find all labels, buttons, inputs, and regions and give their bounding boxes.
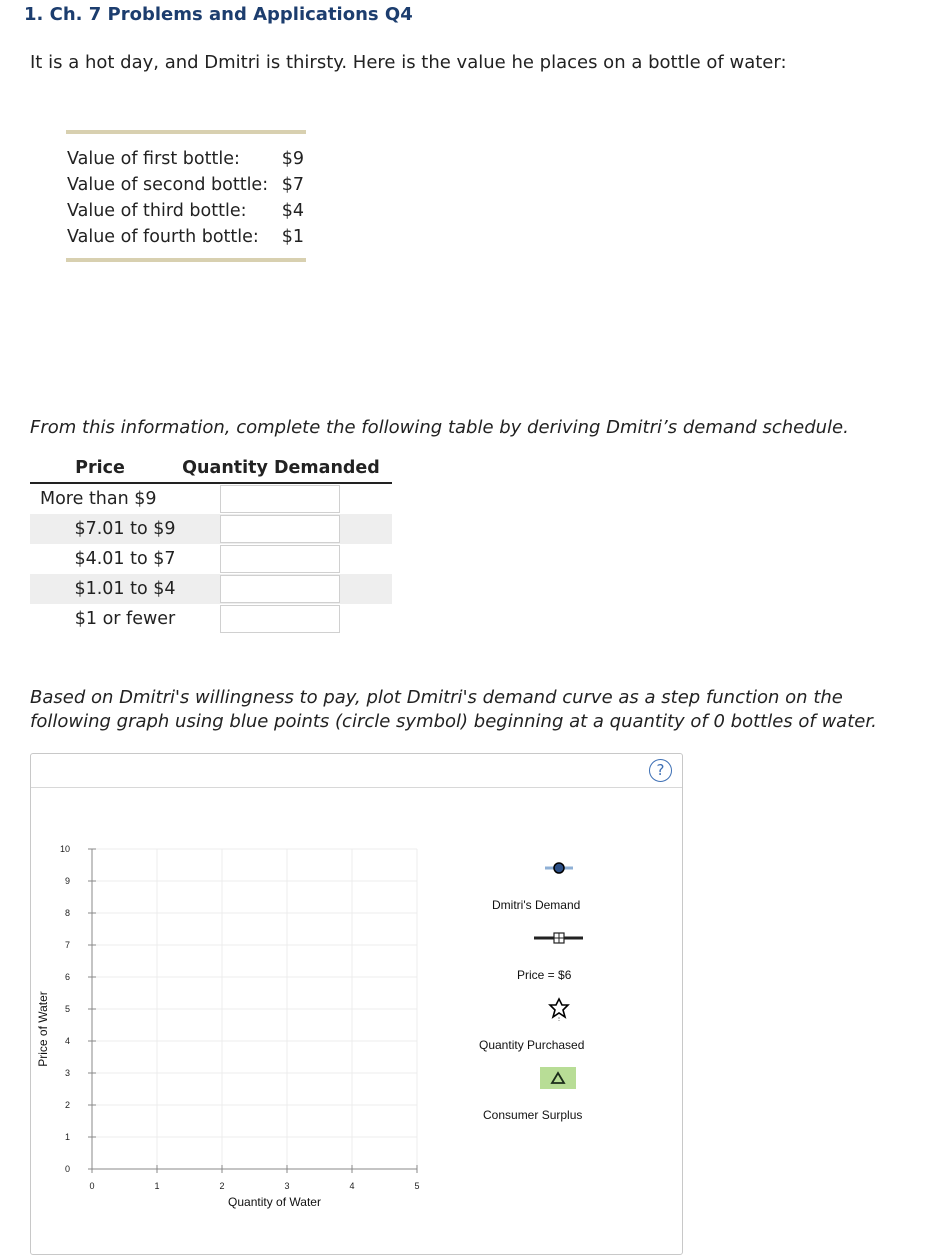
- demand-tool-icon[interactable]: [531, 854, 591, 884]
- value-label: Value of fourth bottle:: [67, 227, 259, 247]
- value-amount: $4: [281, 201, 304, 221]
- y-tick-label: 9: [64, 876, 70, 886]
- y-tick-label: 2: [64, 1100, 70, 1110]
- x-axis-label: Quantity of Water: [228, 1195, 321, 1209]
- bottle-values-table: [66, 130, 306, 262]
- schedule-row: [30, 544, 392, 574]
- price-line-tool-icon[interactable]: [531, 926, 591, 950]
- value-row: [66, 146, 306, 172]
- y-tick-label: 5: [64, 1004, 70, 1014]
- value-row: [66, 172, 306, 198]
- price-range: $1.01 to $4: [74, 579, 176, 599]
- quantity-input[interactable]: [220, 485, 340, 513]
- schedule-row: [30, 514, 392, 544]
- value-row: [66, 224, 306, 250]
- graph-panel: [30, 753, 683, 1255]
- y-tick-label: 6: [64, 972, 70, 982]
- price-range: $4.01 to $7: [74, 549, 176, 569]
- schedule-row: [30, 604, 392, 634]
- quantity-input[interactable]: [220, 515, 340, 543]
- value-label: Value of second bottle:: [67, 175, 269, 195]
- y-tick-label: 1: [64, 1132, 70, 1142]
- legend-price-label: Price = $6: [517, 968, 572, 982]
- y-axis-label: Price of Water: [36, 991, 50, 1067]
- schedule-row: [30, 574, 392, 604]
- value-row: [66, 198, 306, 224]
- price-header: Price: [75, 458, 125, 478]
- value-amount: $1: [281, 227, 304, 247]
- quantity-input[interactable]: [220, 605, 340, 633]
- x-tick-label: 0: [89, 1181, 95, 1191]
- x-tick-label: 5: [414, 1181, 420, 1191]
- schedule-header: [30, 458, 392, 484]
- quantity-tool-icon[interactable]: [546, 996, 572, 1022]
- demand-schedule-table: [30, 458, 392, 634]
- y-tick-label: 10: [59, 844, 70, 854]
- y-tick-label: 0: [64, 1164, 70, 1174]
- x-tick-label: 1: [154, 1181, 160, 1191]
- legend-demand-label: Dmitri's Demand: [492, 898, 581, 912]
- quantity-input[interactable]: [220, 545, 340, 573]
- price-range: $7.01 to $9: [74, 519, 176, 539]
- surplus-tool-icon[interactable]: [540, 1067, 578, 1091]
- y-tick-label: 8: [64, 908, 70, 918]
- question-title: 1. Ch. 7 Problems and Applications Q4: [24, 4, 413, 25]
- x-tick-label: 3: [284, 1181, 290, 1191]
- x-tick-label: 4: [349, 1181, 355, 1191]
- legend-surplus-label: Consumer Surplus: [483, 1108, 583, 1122]
- schedule-row: [30, 484, 392, 514]
- schedule-instruction: From this information, complete the following table by deriving Dmitri’s demand schedule.: [30, 417, 849, 438]
- price-range: $1 or fewer: [74, 609, 176, 629]
- quantity-header: Quantity Demanded: [182, 458, 380, 478]
- help-button[interactable]: ?: [649, 759, 672, 782]
- graph-instruction: Based on Dmitri's willingness to pay, plot Dmitri's demand curve as a step function on the following graph using blue points (circle symbol) beginning at a quantity of 0 bottles of water.: [30, 687, 877, 732]
- y-tick-label: 3: [64, 1068, 70, 1078]
- y-tick-label: 7: [64, 940, 70, 950]
- value-amount: $9: [281, 149, 304, 169]
- demand-graph[interactable]: [31, 754, 682, 1234]
- value-amount: $7: [281, 175, 304, 195]
- price-range: More than $9: [40, 489, 157, 509]
- value-label: Value of third bottle:: [67, 201, 247, 221]
- quantity-input[interactable]: [220, 575, 340, 603]
- y-tick-label: 4: [64, 1036, 70, 1046]
- question-intro: It is a hot day, and Dmitri is thirsty. Here is the value he places on a bottle of water:: [30, 52, 787, 73]
- legend-quantity-label: Quantity Purchased: [479, 1038, 585, 1052]
- value-label: Value of first bottle:: [67, 149, 240, 169]
- x-tick-label: 2: [219, 1181, 225, 1191]
